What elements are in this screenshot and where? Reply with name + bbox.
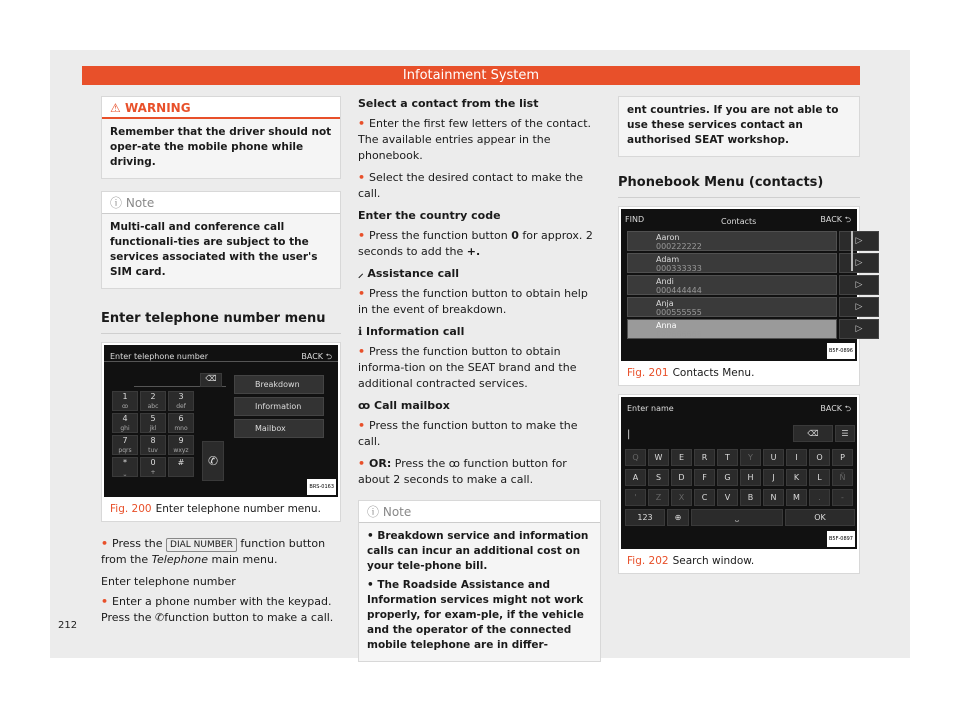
wrench-icon: ⸝	[358, 267, 364, 280]
column-2	[358, 96, 601, 662]
note-box	[101, 191, 341, 289]
contact-details-icon[interactable]: ▷	[839, 319, 879, 339]
column-1	[101, 96, 341, 632]
section-title: Enter telephone number menu	[101, 311, 341, 334]
heading-country-code: Enter the country code	[358, 209, 501, 222]
keyboard-key[interactable]: T	[717, 449, 738, 466]
screen-title: Enter name	[627, 404, 674, 413]
warning-box	[101, 96, 341, 179]
keyboard-key[interactable]: H	[740, 469, 761, 486]
breakdown-button[interactable]: Breakdown	[234, 375, 324, 394]
heading-assistance: ⸝ Assistance call	[358, 267, 460, 280]
figure-caption: Fig. 200 Enter telephone number menu.	[110, 503, 321, 515]
keypad-key[interactable]: 5 jkl	[140, 413, 166, 433]
keyboard-key[interactable]: O	[809, 449, 830, 466]
divider	[104, 361, 338, 362]
scrollbar[interactable]	[851, 231, 853, 271]
keypad-key[interactable]: 7 pqrs	[112, 435, 138, 455]
keyboard-key[interactable]: '	[625, 489, 646, 506]
contact-name: Andi	[656, 277, 674, 286]
call-button[interactable]: ✆	[202, 441, 224, 481]
keyboard-key[interactable]: M	[786, 489, 807, 506]
backspace-icon[interactable]: ⌫	[200, 373, 222, 387]
contact-row[interactable]: Anna 000666666	[627, 319, 837, 339]
back-button[interactable]: BACK ⮌	[301, 352, 332, 361]
bullet: • Press the function button 0 for approx. 2 seconds to add the +.	[358, 229, 593, 258]
contact-name: Anja	[656, 299, 674, 308]
warning-title: WARNING	[124, 101, 191, 115]
keyboard-key[interactable]: Q	[625, 449, 646, 466]
figure-202	[618, 394, 860, 574]
heading-mailbox: ꝏ Call mailbox	[358, 399, 450, 412]
keyboard-key[interactable]: F	[694, 469, 715, 486]
keyboard-key[interactable]: K	[786, 469, 807, 486]
keyboard-key[interactable]: E	[671, 449, 692, 466]
globe-icon[interactable]: ⊕	[667, 509, 689, 526]
figure-code: BRS-0163	[307, 479, 336, 495]
bullet-enter-number: • Enter a phone number with the keypad. Press the ✆function button to make a call.	[101, 595, 334, 624]
keypad-key[interactable]: * ⎵	[112, 457, 138, 477]
phone-screen	[104, 345, 338, 497]
bullet: • Press the function button to obtain informa-tion on the SEAT brand and the additional contracted services.	[358, 345, 577, 390]
warning-header	[102, 97, 340, 119]
bullet: • Enter the first few letters of the contact. The available entries appear in the phonebook.	[358, 117, 592, 162]
note-box-2	[358, 500, 601, 662]
keyboard-key[interactable]: N	[763, 489, 784, 506]
keypad-key[interactable]: 2 abc	[140, 391, 166, 411]
information-button[interactable]: Information	[234, 397, 324, 416]
keyboard-key[interactable]: .	[809, 489, 830, 506]
contact-name: Anna	[656, 321, 677, 330]
keyboard-key[interactable]: A	[625, 469, 646, 486]
info-icon: ⓘ	[367, 505, 380, 519]
dial-number-key: DIAL NUMBER	[166, 538, 237, 552]
phone-icon: ✆	[155, 611, 165, 624]
keyboard-key[interactable]: G	[717, 469, 738, 486]
back-button[interactable]: BACK ⮌	[820, 404, 851, 413]
heading-information: ℹ Information call	[358, 325, 465, 338]
bullet: • Press the function button to obtain help in the event of breakdown.	[358, 287, 588, 316]
text-cursor[interactable]: |	[627, 429, 631, 440]
keypad-key[interactable]: 0 +	[140, 457, 166, 477]
contact-details-icon[interactable]: ▷	[839, 253, 879, 273]
numeric-key[interactable]: 123	[625, 509, 665, 526]
keyboard-key[interactable]: X	[671, 489, 692, 506]
keyboard-key[interactable]: -	[832, 489, 853, 506]
keypad-key[interactable]: 9 wxyz	[168, 435, 194, 455]
keyboard-key[interactable]: Z	[648, 489, 669, 506]
contact-details-icon[interactable]: ▷	[839, 231, 879, 251]
screen-title: Contacts	[721, 217, 757, 226]
figure-code: B5F-0897	[827, 531, 855, 547]
keyboard-key[interactable]: U	[763, 449, 784, 466]
warning-text: Remember that the driver should not oper-ate the mobile phone while driving.	[102, 119, 340, 178]
bullet: • Select the desired contact to make the call.	[358, 171, 584, 200]
back-button[interactable]: BACK ⮌	[820, 215, 851, 224]
figure-code: B5F-0896	[827, 343, 855, 359]
keypad-key[interactable]: 4 ghi	[112, 413, 138, 433]
page-header: Infotainment System	[82, 66, 860, 85]
figure-200	[101, 342, 341, 522]
section-title-2: Phonebook Menu (contacts)	[618, 175, 860, 198]
find-button[interactable]: FIND	[625, 215, 645, 224]
note-header: ⓘ Note	[359, 501, 600, 523]
contact-name: Adam	[656, 255, 680, 264]
col1-body	[101, 536, 341, 626]
keypad-key[interactable]: 6 mno	[168, 413, 194, 433]
note-text: Multi-call and conference call functionali-ties are subject to the services associated with the user's SIM card.	[102, 214, 340, 288]
keyboard-key[interactable]: P	[832, 449, 853, 466]
keyboard-key[interactable]: I	[786, 449, 807, 466]
keyboard-key[interactable]: B	[740, 489, 761, 506]
note-continuation: ent countries. If you are not able to use these services contact an authorised SEAT workshop.	[618, 96, 860, 157]
info-icon: ⓘ	[110, 196, 123, 210]
warning-icon: ⚠	[110, 101, 121, 115]
keyboard-key[interactable]: S	[648, 469, 669, 486]
column-3	[618, 96, 863, 574]
heading-enter-number: Enter telephone number	[101, 575, 236, 588]
note-title: Note	[125, 196, 155, 210]
contact-details-icon[interactable]: ▷	[839, 275, 879, 295]
keyboard-key[interactable]: D	[671, 469, 692, 486]
keypad-key[interactable]: 1 ꝏ	[112, 391, 138, 411]
heading-select-contact: Select a contact from the list	[358, 97, 539, 110]
keyboard-key[interactable]: J	[763, 469, 784, 486]
figure-caption: Fig. 202 Search window.	[627, 555, 755, 567]
ok-button[interactable]: OK	[785, 509, 855, 526]
note-header	[102, 192, 340, 214]
contact-row[interactable]: Adam 000333333	[627, 253, 837, 273]
keypad-key[interactable]: 8 tuv	[140, 435, 166, 455]
contact-row[interactable]: Aaron 000222222	[627, 231, 837, 251]
bullet: • OR: Press the ꝏ function button for about 2 seconds to make a call.	[358, 457, 567, 486]
space-key[interactable]: ⎵	[691, 509, 783, 526]
keypad-key[interactable]: #	[168, 457, 194, 477]
page-number: 212	[58, 620, 78, 631]
contact-row[interactable]: Anja 000555555	[627, 297, 837, 317]
keyboard-key[interactable]: Ñ	[832, 469, 853, 486]
bullet-dial: • Press the DIAL NUMBER function button from the Telephone main menu.	[101, 537, 326, 566]
voicemail-icon: ꝏ	[358, 399, 371, 412]
search-screen	[621, 397, 857, 549]
keyboard-key[interactable]: V	[717, 489, 738, 506]
figure-caption: Fig. 201 Contacts Menu.	[627, 367, 755, 379]
list-icon[interactable]: ☰	[835, 425, 855, 442]
bullet: • Press the function button to make the call.	[358, 419, 578, 448]
keyboard-key[interactable]: R	[694, 449, 715, 466]
screen-title: Enter telephone number	[110, 352, 209, 361]
contact-row[interactable]: Andi 000444444	[627, 275, 837, 295]
mailbox-button[interactable]: Mailbox	[234, 419, 324, 438]
keyboard-key[interactable]: Y	[740, 449, 761, 466]
contacts-screen	[621, 209, 863, 361]
contact-details-icon[interactable]: ▷	[839, 297, 879, 317]
voicemail-key-icon: ꝏ	[448, 457, 460, 470]
contact-name: Aaron	[656, 233, 680, 242]
keypad-key[interactable]: 3 def	[168, 391, 194, 411]
keyboard-key[interactable]: W	[648, 449, 669, 466]
keyboard-key[interactable]: C	[694, 489, 715, 506]
note-text: • Breakdown service and information calls can incur an additional cost on your tele-phone bill. • The Roadside Assistance and Information services might not work properly, for exam-ple, if the vehicle and the operator of the connected mobile telephone are in differ-	[359, 523, 600, 661]
backspace-icon[interactable]: ⌫	[793, 425, 833, 442]
keyboard-key[interactable]: L	[809, 469, 830, 486]
info-icon: ℹ	[358, 325, 363, 338]
figure-201	[618, 206, 863, 386]
